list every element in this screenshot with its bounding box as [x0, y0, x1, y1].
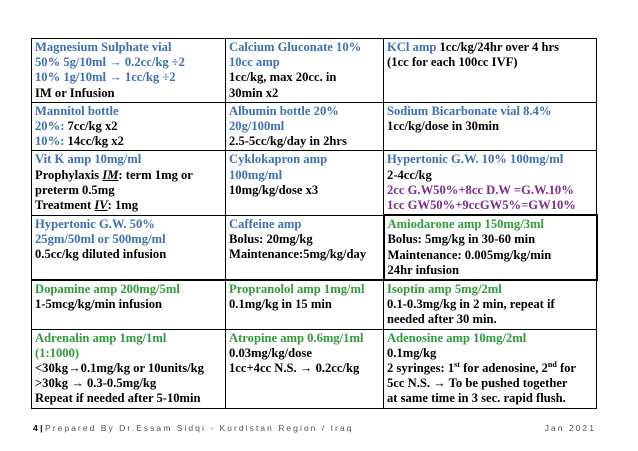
cell-line: [35, 104, 222, 119]
text-segment: 7cc/kg x2: [67, 119, 118, 134]
cell-line: [35, 168, 222, 183]
cell-line: [35, 361, 222, 376]
text-segment: 14cc/kg x2: [67, 134, 124, 149]
page-number: 4: [33, 423, 38, 433]
text-segment: 24hr infusion: [387, 262, 460, 277]
cell-line: [229, 346, 380, 361]
text-segment: 0.5cc/kg diluted infusion: [35, 247, 167, 262]
text-segment: 10% 1g/10ml → 1cc/kg ÷2: [35, 70, 176, 85]
drug-cell: [226, 215, 384, 280]
drug-cell: [32, 102, 226, 151]
text-segment: Isoptin amp 5mg/2ml: [387, 282, 502, 297]
cell-line: [229, 134, 380, 149]
cell-line: [387, 331, 593, 346]
text-segment: for: [556, 361, 577, 376]
cell-line: [229, 86, 380, 101]
text-segment: Caffeine amp: [229, 216, 302, 231]
text-segment: 2-4cc/kg: [387, 167, 432, 182]
text-segment: <30kg→0.1mg/kg or 10units/kg: [35, 361, 204, 376]
text-segment: 20g/100ml: [229, 119, 285, 134]
drug-cell: [384, 102, 597, 151]
text-segment: 2.5-5cc/kg/day in 2hrs: [229, 134, 347, 149]
text-segment: needed after 30 min.: [387, 312, 497, 327]
text-segment: 2 syringes: 1: [387, 361, 455, 376]
drug-cell: [384, 39, 597, 103]
drug-cell: [384, 280, 597, 329]
cell-line: [387, 168, 593, 183]
text-segment: 1-5mcg/kg/min infusion: [35, 297, 163, 312]
cell-line: [35, 346, 222, 361]
cell-line: [229, 282, 380, 297]
footer-date: Jan 2021: [544, 423, 596, 433]
text-segment: Dopamine amp 200mg/5ml: [35, 282, 180, 297]
drug-cell: [32, 151, 226, 215]
cell-line: [387, 152, 593, 167]
cell-line: [35, 40, 222, 55]
cell-line: [387, 119, 593, 134]
cell-line: [35, 282, 222, 297]
text-segment: Magnesium Sulphate vial: [35, 40, 172, 54]
cell-line: [35, 391, 222, 406]
text-segment: 5cc N.S. → To be pushed together: [387, 376, 568, 391]
cell-line: [229, 104, 380, 119]
text-segment: 20%:: [35, 119, 68, 134]
cell-line: [229, 232, 380, 247]
cell-line: [35, 247, 222, 262]
drug-cell: [226, 39, 384, 103]
drug-cell: [384, 329, 597, 408]
text-segment: Maintenance: 0.005mg/kg/min: [387, 247, 552, 262]
text-segment: 100mg/ml: [229, 167, 283, 182]
text-segment: 50% 5g/10ml → 0.2cc/kg ÷2: [35, 55, 185, 70]
cell-line: [35, 331, 222, 346]
cell-line: [229, 168, 380, 183]
cell-line: [35, 86, 222, 101]
text-segment: 1cc/kg/dose in 30min: [387, 119, 499, 134]
drug-cell: [32, 215, 226, 280]
text-segment: Sodium Bicarbonate vial 8.4%: [387, 103, 552, 118]
cell-line: [387, 198, 593, 213]
text-segment: 0.1mg/kg in 15 min: [229, 297, 332, 312]
table-row: [32, 102, 597, 151]
footer-author: Prepared By Dr.Essam Sidqi - Kurdistan Region / Iraq: [44, 423, 354, 433]
text-segment: preterm 0.5mg: [35, 182, 115, 197]
cell-line: [387, 391, 593, 406]
text-segment: KCl amp: [387, 40, 440, 54]
text-segment: 1cc/kg/24hr over 4 hrs: [439, 40, 560, 54]
text-segment: Atropine amp 0.6mg/1ml: [229, 330, 364, 345]
table-row: [32, 39, 597, 103]
drug-cell: [384, 215, 597, 280]
text-segment: Treatment: [35, 198, 95, 213]
table-row: [32, 215, 597, 280]
drug-dosage-table: [31, 38, 598, 409]
cell-line: [229, 183, 380, 198]
text-segment: Calcium Gluconate 10%: [229, 40, 362, 54]
cell-line: [229, 70, 380, 85]
table-row: [32, 329, 597, 408]
text-segment: (1:1000): [35, 345, 80, 360]
cell-line: [35, 198, 222, 213]
text-segment: at same time in 3 sec. rapid flush.: [387, 391, 566, 406]
text-segment: Maintenance:5mg/kg/day: [229, 247, 367, 262]
cell-line: [387, 282, 593, 297]
text-segment: 0.1-0.3mg/kg in 2 min, repeat if: [387, 297, 555, 312]
text-segment: for adenosine, 2: [459, 361, 548, 376]
cell-line: [387, 361, 593, 376]
text-segment: Propranolol amp 1mg/ml: [229, 282, 365, 297]
cell-line: [229, 331, 380, 346]
drug-table-body: [32, 39, 597, 409]
drug-cell: [32, 329, 226, 408]
cell-line: [35, 297, 222, 312]
cell-line: [229, 217, 380, 232]
cell-line: [387, 376, 593, 391]
cell-line: [229, 40, 380, 55]
cell-line: [229, 247, 380, 262]
cell-line: [387, 297, 593, 312]
text-segment: 1cc/kg, max 20cc. in: [229, 70, 337, 85]
text-segment: 2cc G.W50%+8cc D.W =G.W.10%: [387, 182, 574, 197]
text-segment: 1cc GW50%+9ccGW5%=GW10%: [387, 198, 576, 213]
cell-line: [35, 119, 222, 134]
drug-cell: [226, 329, 384, 408]
cell-line: [387, 40, 593, 55]
text-segment: 0.03mg/kg/dose: [229, 345, 312, 360]
cell-line: [229, 152, 380, 167]
cell-line: [35, 55, 222, 70]
drug-cell: [32, 39, 226, 103]
text-segment: Bolus: 5mg/kg in 30-60 min: [387, 232, 536, 247]
text-segment: nd: [547, 359, 557, 369]
cell-line: [35, 232, 222, 247]
drug-cell: [226, 280, 384, 329]
text-segment: Amiodarone amp 150mg/3ml: [387, 217, 544, 232]
text-segment: 25gm/50ml or 500mg/ml: [35, 231, 166, 246]
text-segment: 10%:: [35, 134, 68, 149]
cell-line: [35, 152, 222, 167]
text-segment: Adrenalin amp 1mg/1ml: [35, 330, 167, 345]
text-segment: st: [454, 359, 460, 369]
text-segment: : 1mg: [107, 198, 139, 213]
cell-line: [35, 70, 222, 85]
cell-line: [35, 183, 222, 198]
cell-line: [388, 263, 593, 278]
text-segment: Prophylaxis: [35, 167, 103, 182]
cell-line: [229, 361, 380, 376]
page-footer: [33, 423, 598, 433]
cell-line: [387, 312, 593, 327]
cell-line: [229, 297, 380, 312]
cell-line: [229, 55, 380, 70]
drug-cell: [226, 102, 384, 151]
cell-line: [35, 376, 222, 391]
cell-line: [388, 232, 593, 247]
cell-line: [387, 183, 593, 198]
text-segment: 30min x2: [229, 85, 279, 100]
text-segment: Adenosine amp 10mg/2ml: [387, 330, 527, 345]
drug-cell: [384, 151, 597, 215]
text-segment: 0.1mg/kg: [387, 345, 437, 360]
table-row: [32, 280, 597, 329]
text-segment: IV: [94, 198, 108, 213]
text-segment: 10mg/kg/dose x3: [229, 182, 319, 197]
cell-line: [387, 346, 593, 361]
text-segment: Vit K amp 10mg/ml: [35, 152, 142, 167]
text-segment: Mannitol bottle: [35, 103, 119, 118]
text-segment: 1cc+4cc N.S. → 0.2cc/kg: [229, 361, 360, 376]
text-segment: 10cc amp: [229, 55, 280, 70]
text-segment: IM: [102, 167, 119, 182]
text-segment: IM or Infusion: [35, 85, 115, 100]
drug-cell: [226, 151, 384, 215]
text-segment: Bolus: 20mg/kg: [229, 231, 313, 246]
footer-separator: |: [37, 423, 45, 433]
cell-line: [387, 104, 593, 119]
text-segment: : term 1mg or: [118, 167, 193, 182]
drug-cell: [32, 280, 226, 329]
text-segment: Cyklokapron amp: [229, 152, 328, 167]
text-segment: Hypertonic G.W. 10% 100mg/ml: [387, 152, 564, 167]
cell-line: [229, 119, 380, 134]
table-row: [32, 151, 597, 215]
text-segment: Repeat if needed after 5-10min: [35, 391, 201, 406]
cell-line: [35, 134, 222, 149]
text-segment: Hypertonic G.W. 50%: [35, 216, 155, 231]
text-segment: >30kg → 0.3-0.5mg/kg: [35, 376, 157, 391]
cell-line: [388, 248, 593, 263]
text-segment: (1cc for each 100cc IVF): [387, 55, 518, 70]
cell-line: [35, 217, 222, 232]
cell-line: [388, 217, 593, 232]
text-segment: Albumin bottle 20%: [229, 103, 339, 118]
cell-line: [387, 55, 593, 70]
